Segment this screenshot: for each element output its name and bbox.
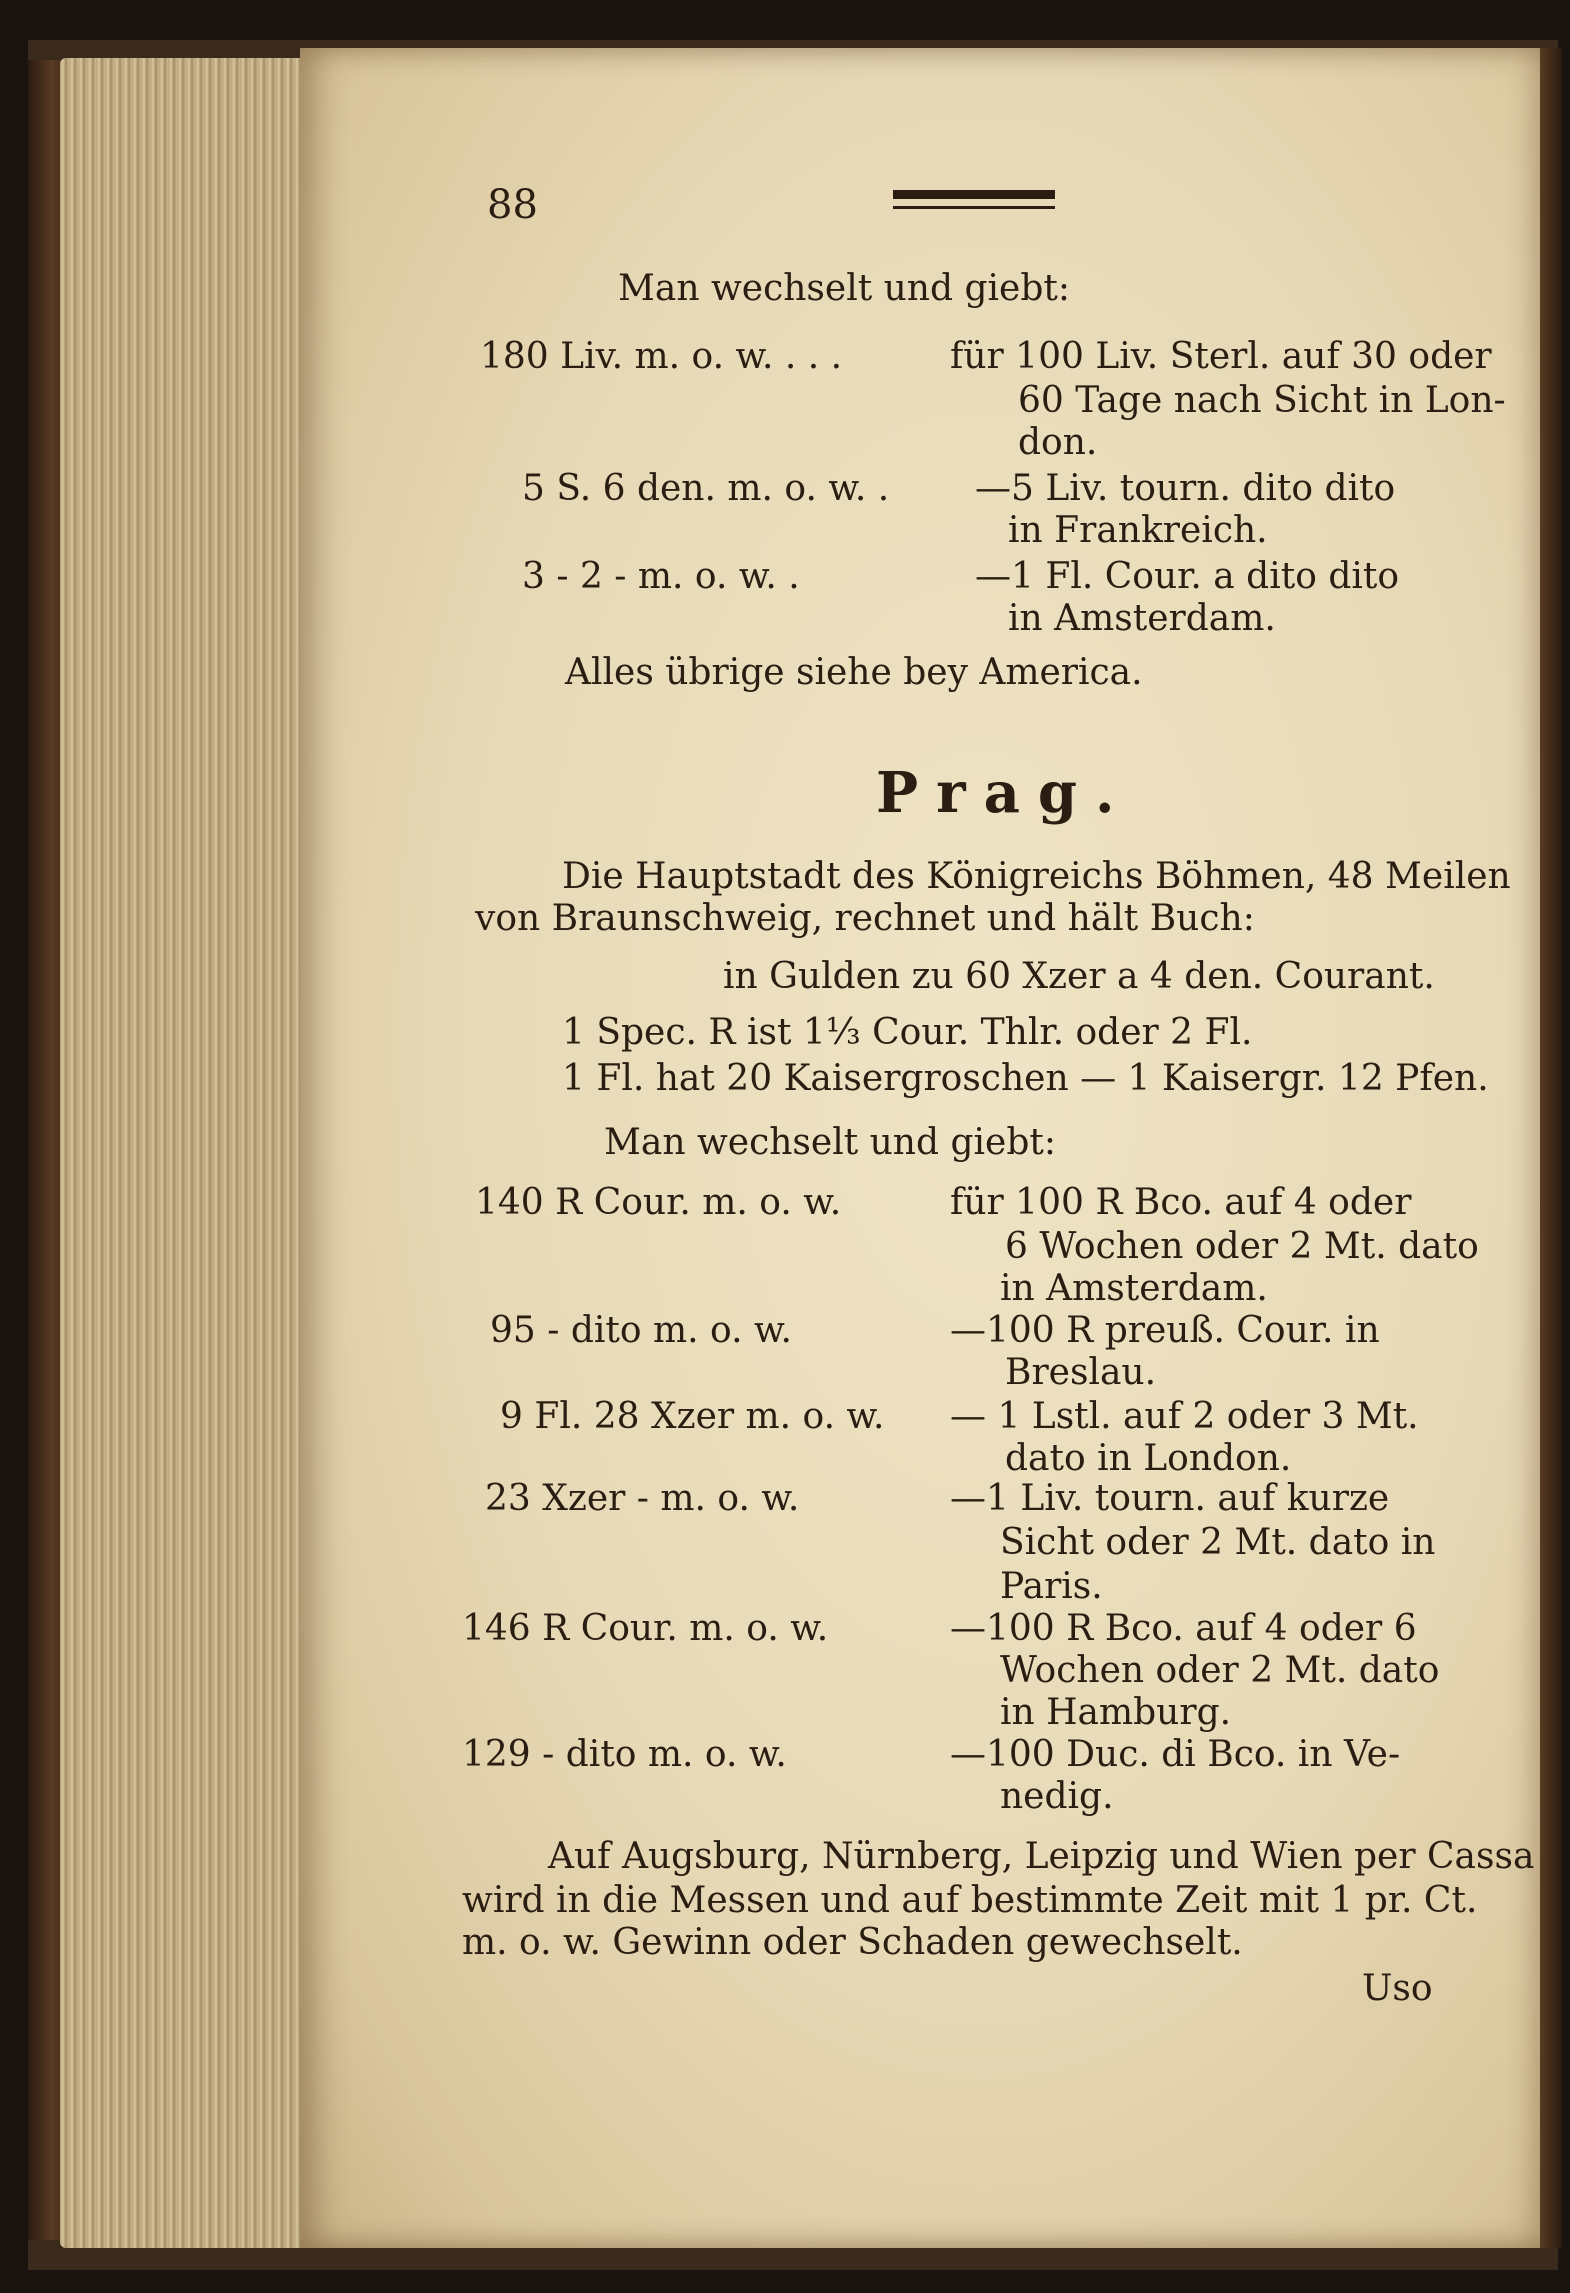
intro-line: von Braunschweig, rechnet und hält Buch: [475,898,1255,939]
s1-row-right: in Frankreich. [1008,510,1268,551]
s1-row-right: in Amsterdam. [1008,598,1276,639]
s2-row-right: —100 R Bco. auf 4 oder 6 [950,1608,1417,1649]
s2-row-left: 146 R Cour. m. o. w. [462,1608,829,1649]
page-number: 88 [487,182,538,228]
s2-row-right: —1 Liv. tourn. auf kurze [950,1478,1390,1519]
s2-row-right: Wochen oder 2 Mt. dato [1000,1650,1440,1691]
closing-line: Auf Augsburg, Nürnberg, Leipzig und Wien per Cassa [548,1836,1535,1877]
s1-row-right: 60 Tage nach Sicht in Lon- [1018,380,1506,421]
city-heading: Prag. [876,760,1133,826]
s2-row-right: in Amsterdam. [1000,1268,1268,1309]
s2-row-right: Breslau. [1005,1352,1157,1393]
s2-row-right: 6 Wochen oder 2 Mt. dato [1005,1226,1479,1267]
catchword: Uso [1362,1968,1433,2009]
s1-row-right: für 100 Liv. Sterl. auf 30 oder [950,336,1492,377]
s2-row-right: — 1 Lstl. auf 2 oder 3 Mt. [950,1396,1419,1437]
section1-note: Alles übrige siehe bey America. [565,652,1143,693]
s1-row-left: 5 S. 6 den. m. o. w. . [522,468,890,509]
s2-row-right: —100 Duc. di Bco. in Ve- [950,1734,1401,1775]
rate-line: 1 Spec. R ist 1⅓ Cour. Thlr. oder 2 Fl. [562,1012,1253,1053]
s2-row-right: —100 R preuß. Cour. in [950,1310,1380,1351]
header-rule-thin [893,206,1055,209]
s2-row-right: nedig. [1000,1776,1114,1817]
section2-header: Man wechselt und giebt: [604,1122,1056,1163]
s2-row-left: 95 - dito m. o. w. [490,1310,792,1351]
s1-row-left: 3 - 2 - m. o. w. . [522,556,800,597]
s2-row-right: Sicht oder 2 Mt. dato in [1000,1522,1436,1563]
s1-row-left: 180 Liv. m. o. w. . . . [480,336,843,377]
s2-row-left: 23 Xzer - m. o. w. [485,1478,800,1519]
s2-row-right: Paris. [1000,1566,1103,1607]
s2-row-left: 140 R Cour. m. o. w. [475,1182,842,1223]
s2-row-left: 129 - dito m. o. w. [462,1734,787,1775]
closing-line: m. o. w. Gewinn oder Schaden gewechselt. [462,1922,1243,1963]
intro-line: Die Hauptstadt des Königreichs Böhmen, 48 Meilen [562,856,1511,897]
section1-header: Man wechselt und giebt: [618,268,1070,309]
page-edges [60,58,310,2248]
s2-row-right: für 100 R Bco. auf 4 oder [950,1182,1412,1223]
s1-row-right: don. [1018,422,1098,463]
s2-row-right: in Hamburg. [1000,1692,1232,1733]
s2-row-left: 9 Fl. 28 Xzer m. o. w. [500,1396,885,1437]
header-rule-thick [893,190,1055,199]
rate-line: 1 Fl. hat 20 Kaisergroschen — 1 Kaisergr. 12 Pfen. [562,1058,1489,1099]
closing-line: wird in die Messen und auf bestimmte Zeit mit 1 pr. Ct. [462,1880,1478,1921]
currency-line: in Gulden zu 60 Xzer a 4 den. Courant. [723,956,1435,997]
s2-row-right: dato in London. [1005,1438,1292,1479]
s1-row-right: —1 Fl. Cour. a dito dito [975,556,1400,597]
s1-row-right: —5 Liv. tourn. dito dito [975,468,1396,509]
